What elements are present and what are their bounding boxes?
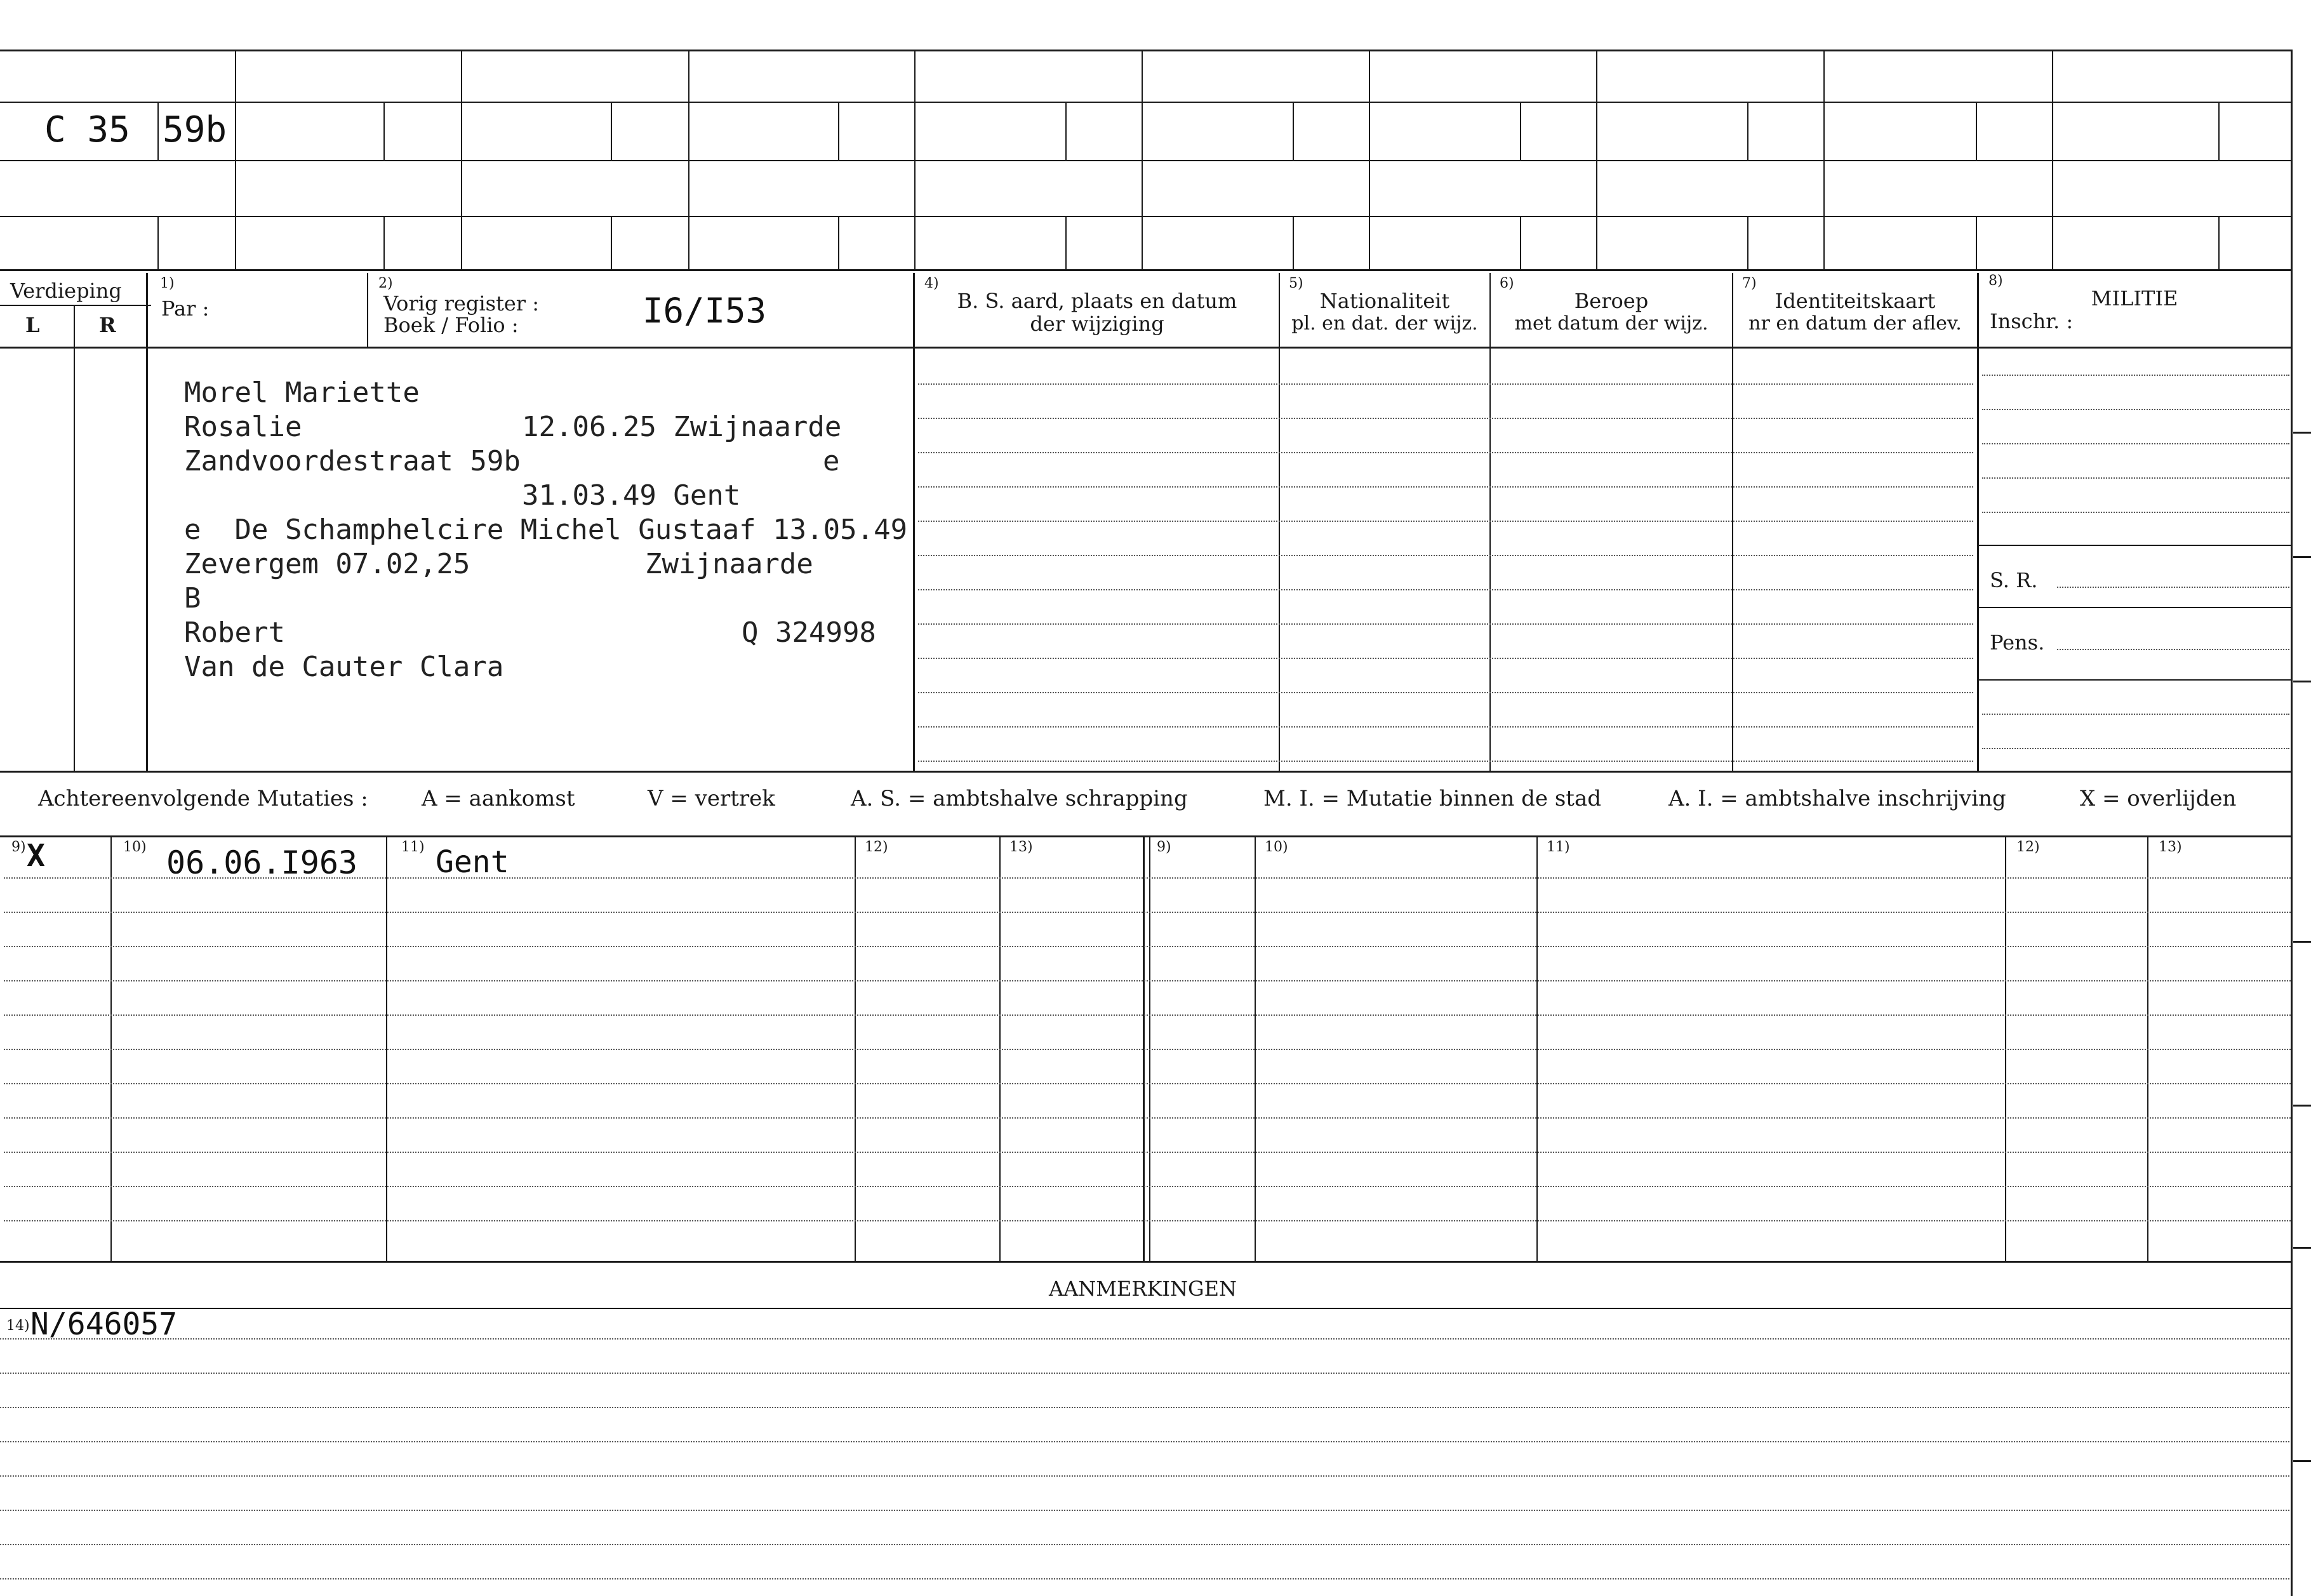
person-line-1: Morel Mariette <box>184 376 420 409</box>
militie-row <box>1982 512 2289 513</box>
militie-row <box>1982 443 2289 444</box>
mut-row <box>4 1049 2291 1050</box>
par-label: Par : <box>161 296 210 321</box>
grid-sub <box>1520 216 1521 269</box>
person-line-2b: 12.06.25 Zwijnaarde <box>522 411 842 443</box>
mut-num-12b: 12) <box>2016 839 2040 855</box>
mut-row <box>4 1220 2291 1221</box>
person-line-8a: Robert <box>184 616 285 649</box>
code-2: 59b <box>163 109 227 150</box>
field-number-4: 4) <box>924 276 939 291</box>
person-line-2a: Rosalie <box>184 411 302 443</box>
field-number-2: 2) <box>378 276 393 291</box>
aanmerkingen-value: N/646057 <box>30 1307 178 1342</box>
mut-num-12: 12) <box>865 839 888 855</box>
mutation-type: X <box>27 838 45 874</box>
dotted-row <box>918 658 1973 659</box>
grid-sub <box>1520 102 1521 160</box>
bs-label-1: B. S. aard, plaats en datum <box>957 289 1237 313</box>
col-par-divider <box>146 273 148 771</box>
field-number-8: 8) <box>1988 273 2003 289</box>
legend-mutatie-binnen-stad: M. I. = Mutatie binnen de stad <box>1263 786 1601 811</box>
verdieping-line <box>0 305 151 306</box>
mut-num-11b: 11) <box>1547 839 1570 855</box>
grid-sub <box>157 216 159 269</box>
mutation-date: 06.06.I963 <box>166 844 358 881</box>
inschr-label: Inschr. : <box>1990 309 2074 333</box>
remark-row <box>0 1441 2289 1442</box>
pens-line <box>2057 649 2289 650</box>
mut-col <box>1255 835 1256 1261</box>
boek-folio-value: I6/I53 <box>643 291 767 331</box>
col-l-r-divider <box>74 305 75 771</box>
person-line-3a: Zandvoordestraat 59b <box>184 445 521 477</box>
mutation-place: Gent <box>436 844 509 880</box>
grid-col <box>1369 50 1370 269</box>
aanmerkingen-line <box>0 1308 2291 1309</box>
grid-sub <box>383 102 385 160</box>
militie-row <box>1982 714 2289 715</box>
dotted-row <box>918 692 1973 693</box>
grid-col <box>461 50 462 269</box>
dotted-row <box>918 452 1973 453</box>
legend-overlijden: X = overlijden <box>2080 786 2237 811</box>
field-number-7: 7) <box>1742 276 1757 291</box>
grid-sub <box>1976 216 1977 269</box>
mut-row <box>4 877 2291 879</box>
margin-tick <box>2293 556 2311 558</box>
field-number-14: 14) <box>6 1318 30 1334</box>
militie-row <box>1982 477 2289 479</box>
militie-divider <box>1978 607 2291 608</box>
col-id-divider <box>1732 273 1733 771</box>
identiteitskaart-label-1: Identiteitskaart <box>1775 289 1936 313</box>
grid-line <box>0 216 2291 217</box>
field-number-5: 5) <box>1289 276 1303 291</box>
col-nat-divider <box>1279 273 1280 771</box>
mut-row <box>4 1186 2291 1187</box>
remark-row <box>0 1578 2289 1579</box>
margin-tick <box>2293 432 2311 434</box>
mut-col <box>386 835 387 1261</box>
grid-sub <box>1065 216 1067 269</box>
grid-sub <box>838 216 839 269</box>
grid-col <box>1596 50 1597 269</box>
dotted-row <box>918 726 1973 728</box>
nationaliteit-label-1: Nationaliteit <box>1319 289 1450 313</box>
grid-sub <box>611 102 612 160</box>
remark-row <box>0 1373 2289 1374</box>
col-militie-divider <box>1977 273 1979 771</box>
dotted-row <box>918 589 1973 590</box>
field-number-6: 6) <box>1500 276 1514 291</box>
dotted-row <box>918 761 1973 762</box>
militie-label: MILITIE <box>2091 286 2178 310</box>
grid-col <box>1142 50 1143 269</box>
person-line-3b: e <box>823 445 840 477</box>
mut-row <box>4 1152 2291 1153</box>
sr-label: S. R. <box>1990 568 2038 592</box>
remark-row <box>0 1510 2289 1511</box>
legend-vertrek: V = vertrek <box>648 786 775 811</box>
dotted-row <box>918 486 1973 488</box>
r-label: R <box>99 313 116 337</box>
mut-col <box>2005 835 2006 1261</box>
mutations-top <box>0 835 2292 837</box>
grid-line <box>0 102 2291 103</box>
grid-sub <box>383 216 385 269</box>
grid-sub <box>611 216 612 269</box>
grid-sub <box>1293 216 1294 269</box>
mut-num-11: 11) <box>401 839 425 855</box>
grid-sub <box>2218 102 2220 160</box>
field-number-1: 1) <box>160 276 175 291</box>
header-bottom-line <box>0 347 2292 349</box>
dotted-row <box>918 383 1973 385</box>
person-line-6a: Zevergem 07.02,25 <box>184 548 470 580</box>
col-bs-divider <box>913 273 915 771</box>
col-vorig-divider <box>367 273 368 347</box>
person-line-7: B <box>184 582 201 615</box>
mut-row <box>4 980 2291 981</box>
legend-ambtshalve-schrapping: A. S. = ambtshalve schrapping <box>851 786 1188 811</box>
dotted-row <box>918 555 1973 556</box>
mut-num-13b: 13) <box>2159 839 2182 855</box>
grid-sub <box>1065 102 1067 160</box>
margin-tick <box>2293 681 2311 682</box>
mut-num-10: 10) <box>123 839 147 855</box>
mut-num-9: 9) <box>11 839 26 855</box>
mut-row <box>4 1083 2291 1084</box>
grid-sub <box>1747 102 1748 160</box>
aanmerkingen-title: AANMERKINGEN <box>1049 1277 1237 1301</box>
militie-row <box>1982 375 2289 376</box>
grid-col <box>1823 50 1825 269</box>
remark-row <box>0 1407 2289 1408</box>
remark-row <box>0 1338 2289 1340</box>
dotted-row <box>918 623 1973 625</box>
mut-row <box>4 1014 2291 1016</box>
person-block-bottom <box>0 771 2292 773</box>
margin-tick <box>2293 1105 2311 1107</box>
mut-col <box>855 835 856 1261</box>
margin-tick <box>2293 1247 2311 1249</box>
l-label: L <box>25 313 40 337</box>
person-line-4: 31.03.49 Gent <box>522 479 741 512</box>
col-beroep-divider <box>1489 273 1491 771</box>
militie-row <box>1982 409 2289 410</box>
identiteitskaart-label-2: nr en datum der aflev. <box>1748 312 1962 335</box>
beroep-label-2: met datum der wijz. <box>1514 312 1708 335</box>
mut-col <box>999 835 1001 1261</box>
mut-col-center <box>1143 835 1145 1261</box>
militie-divider <box>1978 679 2291 681</box>
mut-col-center <box>1149 835 1150 1261</box>
right-border <box>2291 50 2293 1596</box>
militie-divider <box>1978 545 2291 546</box>
margin-tick <box>2293 1460 2311 1462</box>
grid-sub <box>1293 102 1294 160</box>
margin-tick <box>2293 941 2311 943</box>
grid-col <box>235 50 236 269</box>
mutations-bottom <box>0 1261 2292 1263</box>
vorig-register-label: Vorig register : <box>383 291 540 316</box>
grid-line <box>0 269 2292 271</box>
mut-col <box>110 835 112 1261</box>
person-line-6b: Zwijnaarde <box>645 548 813 580</box>
mut-row <box>4 912 2291 913</box>
grid-col <box>2052 50 2053 269</box>
top-border <box>0 50 2292 51</box>
beroep-label-1: Beroep <box>1574 289 1649 313</box>
dotted-row <box>918 418 1973 419</box>
bs-label-2: der wijziging <box>1030 312 1164 336</box>
mut-col <box>1536 835 1538 1261</box>
mut-row <box>4 1117 2291 1119</box>
pens-label: Pens. <box>1990 630 2045 655</box>
code-1: C 35 <box>44 109 130 150</box>
verdieping-label: Verdieping <box>10 279 122 303</box>
nationaliteit-label-2: pl. en dat. der wijz. <box>1291 312 1478 335</box>
person-line-9: Van de Cauter Clara <box>184 651 504 683</box>
legend-aankomst: A = aankomst <box>422 786 575 811</box>
mutaties-title: Achtereenvolgende Mutaties : <box>38 786 368 811</box>
person-line-5: e De Schamphelcire Michel Gustaaf 13.05.49 <box>184 514 908 546</box>
grid-sub <box>1747 216 1748 269</box>
mut-col <box>2147 835 2148 1261</box>
grid-sub <box>838 102 839 160</box>
grid-line <box>0 160 2291 161</box>
mut-num-10b: 10) <box>1265 839 1288 855</box>
remark-row <box>0 1544 2289 1545</box>
mut-num-13: 13) <box>1009 839 1033 855</box>
grid-sub <box>2218 216 2220 269</box>
grid-col <box>914 50 916 269</box>
militie-row <box>1982 748 2289 749</box>
grid-sub <box>157 102 159 160</box>
grid-sub <box>1976 102 1977 160</box>
mut-num-9b: 9) <box>1157 839 1171 855</box>
dotted-row <box>918 521 1973 522</box>
grid-col <box>688 50 689 269</box>
remark-row <box>0 1475 2289 1477</box>
mut-row <box>4 946 2291 947</box>
person-line-8b: Q 324998 <box>742 616 876 649</box>
legend-ambtshalve-inschrijving: A. I. = ambtshalve inschrijving <box>1668 786 2006 811</box>
sr-line <box>2057 587 2289 588</box>
boek-folio-label: Boek / Folio : <box>383 313 519 337</box>
